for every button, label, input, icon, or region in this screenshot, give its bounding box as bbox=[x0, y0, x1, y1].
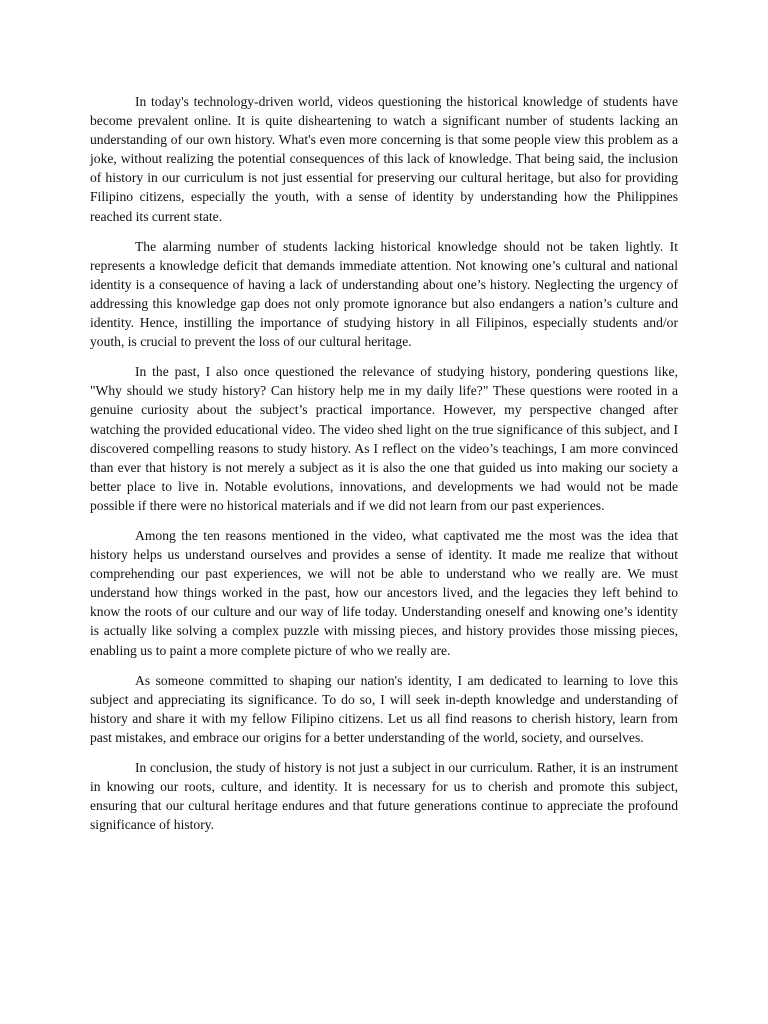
paragraph-5: As someone committed to shaping our nation's identity, I am dedicated to learning to love this subject and appreciating its significance. To do so, I will seek in-depth knowledge and understanding of history and share it with my fellow Filipino citizens. Let us all find reasons to cherish history, learn from past mistakes, and embrace our origins for a better understanding of the world, society, and ourselves. bbox=[90, 672, 678, 745]
paragraph-4: Among the ten reasons mentioned in the video, what captivated me the most was the idea that history helps us understand ourselves and provides a sense of identity. It made me realize that without comprehending our past experiences, we will not be able to understand who we really are. We must understand how things worked in the past, how our ancestors lived, and the legacies they left behind to know the roots of our culture and our way of life today. Understanding oneself and knowing one’s identity is actually like solving a complex puzzle with missing pieces, and history provides those missing pieces, enabling us to paint a more complete picture of who we really are. bbox=[90, 527, 678, 658]
paragraph-3: In the past, I also once questioned the relevance of studying history, pondering questions like, "Why should we study history? Can history help me in my daily life?" These questions were rooted in a genuine curiosity about the subject’s practical importance. However, my perspective changed after watching the provided educational video. The video shed light on the true significance of this subject, and I discovered compelling reasons to study history. As I reflect on the video’s teachings, I am more convinced than ever that history is not merely a subject as it is also the one that guided us into making our society a better place to live in. Notable evolutions, innovations, and developments we had would not be made possible if there were no historical materials and if we did not learn from our past experiences. bbox=[90, 364, 678, 513]
essay-body bbox=[90, 92, 678, 845]
paragraph-2: The alarming number of students lacking historical knowledge should not be taken lightly. It represents a knowledge deficit that demands immediate attention. Not knowing one’s cultural and national identity is a consequence of having a lack of understanding about one’s history. Neglecting the urgency of addressing this knowledge gap does not only promote ignorance but also endangers a nation’s culture and identity. Hence, instilling the importance of studying history in all Filipinos, especially students and/or youth, is crucial to prevent the loss of our cultural heritage. bbox=[90, 238, 678, 350]
paragraph-1: In today's technology-driven world, videos questioning the historical knowledge of students have become prevalent online. It is quite disheartening to watch a significant number of students lacking an understanding of our own history. What's even more concerning is that some people view this problem as a joke, without realizing the potential consequences of this lack of knowledge. That being said, the inclusion of history in our curriculum is not just essential for preserving our cultural heritage, but also for providing Filipino citizens, especially the youth, with a sense of identity by understanding how the Philippines reached its current state. bbox=[90, 94, 678, 224]
paragraph-6: In conclusion, the study of history is not just a subject in our curriculum. Rather, it is an instrument in knowing our roots, culture, and identity. It is necessary for us to cherish and promote this subject, ensuring that our cultural heritage endures and that future generations continue to appreciate the profound significance of history. bbox=[90, 760, 678, 833]
